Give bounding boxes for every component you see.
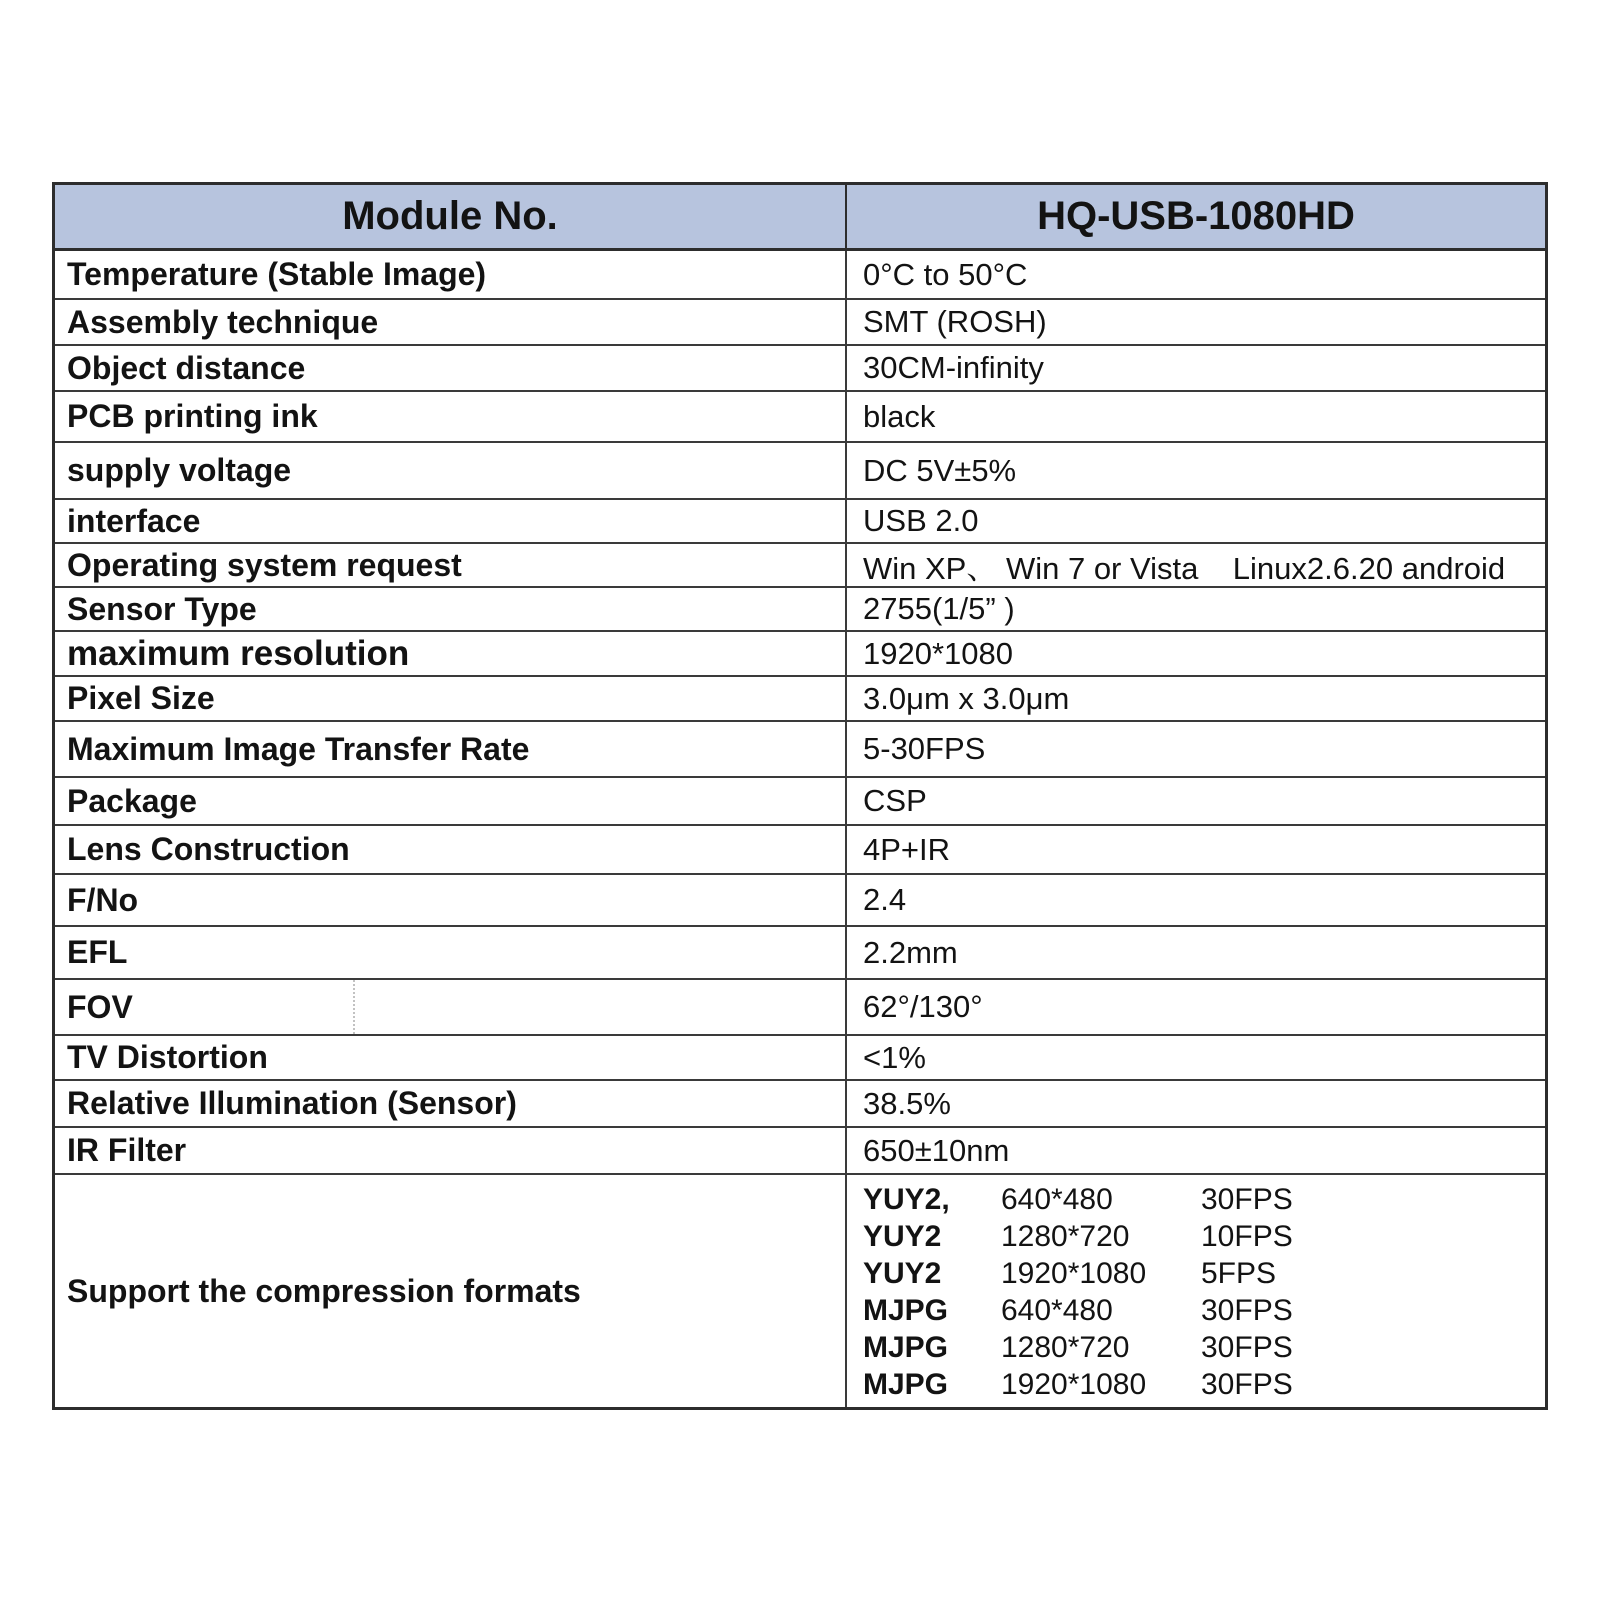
format-fps: 30FPS: [1201, 1368, 1293, 1401]
row-label: PCB printing ink: [55, 392, 847, 441]
row-label: Pixel Size: [55, 677, 847, 720]
row-value: 4P+IR: [863, 831, 951, 867]
row-label: [55, 980, 847, 1034]
row-value: DC 5V±5%: [863, 452, 1017, 488]
row-value: USB 2.0: [863, 503, 979, 538]
format-resolution: 1280*720: [1001, 1331, 1130, 1364]
table-row: [55, 632, 1545, 677]
row-label: Relative Illumination (Sensor): [55, 1081, 847, 1126]
table-row: [55, 300, 1545, 346]
format-resolution: 640*480: [1001, 1294, 1113, 1327]
row-value: 0°C to 50°C: [863, 256, 1028, 292]
format-fps: 30FPS: [1201, 1183, 1293, 1216]
table-row: [55, 875, 1545, 927]
row-value: 1920*1080: [863, 635, 1013, 671]
row-value: SMT (ROSH): [863, 304, 1047, 339]
table-header-row: [55, 185, 1545, 251]
table-row: [55, 1081, 1545, 1128]
table-row: [55, 927, 1545, 980]
row-value: CSP: [863, 783, 927, 818]
table-row: [55, 980, 1545, 1036]
table-row: [55, 443, 1545, 500]
row-value: <1%: [863, 1039, 926, 1075]
table-row: [55, 826, 1545, 875]
table-row: [55, 346, 1545, 392]
row-label: Assembly technique: [55, 300, 847, 344]
row-label: TV Distortion: [55, 1036, 847, 1079]
format-resolution: 640*480: [1001, 1183, 1113, 1216]
table-row: [55, 588, 1545, 632]
table-row: [55, 1128, 1545, 1175]
header-module-no-cell: Module No.: [55, 185, 847, 248]
table-row: [55, 500, 1545, 544]
format-line: [863, 1218, 1545, 1255]
row-label: F/No: [55, 875, 847, 925]
format-codec: MJPG: [863, 1331, 949, 1364]
table-row: [55, 778, 1545, 826]
format-line: [863, 1329, 1545, 1366]
compression-formats-row: [55, 1175, 1545, 1407]
row-label: Support the compression formats: [55, 1175, 847, 1407]
format-resolution: 1920*1080: [1001, 1368, 1147, 1401]
row-value: 5-30FPS: [863, 731, 986, 766]
format-fps: 30FPS: [1201, 1331, 1293, 1364]
row-label-text: FOV: [67, 988, 133, 1025]
row-label: Sensor Type: [55, 588, 847, 630]
format-codec: MJPG: [863, 1294, 949, 1327]
row-label: Lens Construction: [55, 826, 847, 873]
formats-list: [847, 1175, 1545, 1407]
format-fps: 5FPS: [1201, 1257, 1277, 1290]
format-codec: YUY2,: [863, 1183, 950, 1216]
row-label: Operating system request: [55, 544, 847, 586]
row-value: 30CM-infinity: [863, 350, 1044, 385]
row-label: maximum resolution: [55, 632, 847, 675]
row-value: black: [863, 398, 936, 434]
format-fps: 10FPS: [1201, 1220, 1293, 1253]
format-resolution: 1280*720: [1001, 1220, 1130, 1253]
row-value: Win XP、 Win 7 or Vista Linux2.6.20 android: [863, 550, 1506, 586]
format-fps: 30FPS: [1201, 1294, 1293, 1327]
format-line: [863, 1366, 1545, 1403]
row-label: Object distance: [55, 346, 847, 390]
row-label: Temperature (Stable Image): [55, 251, 847, 298]
row-value: 2.2mm: [863, 934, 958, 970]
row-value: 3.0μm x 3.0μm: [863, 680, 1070, 716]
row-label: supply voltage: [55, 443, 847, 498]
table-row: [55, 251, 1545, 300]
row-value: 650±10nm: [863, 1132, 1010, 1168]
dotted-divider-line: [353, 980, 355, 1034]
row-value: 62°/130°: [863, 989, 983, 1024]
format-codec: YUY2: [863, 1257, 942, 1290]
row-value: 2.4: [863, 882, 907, 917]
row-label: Package: [55, 778, 847, 824]
table-row: [55, 544, 1545, 588]
format-resolution: 1920*1080: [1001, 1257, 1147, 1290]
table-row: [55, 1036, 1545, 1081]
format-line: [863, 1255, 1545, 1292]
row-value: 2755(1/5” ): [863, 591, 1015, 626]
table-row: [55, 677, 1545, 722]
format-codec: MJPG: [863, 1368, 949, 1401]
row-value: 38.5%: [863, 1085, 951, 1121]
format-codec: YUY2: [863, 1220, 942, 1253]
format-line: [863, 1181, 1545, 1218]
header-model-cell: HQ-USB-1080HD: [1037, 194, 1355, 238]
format-line: [863, 1292, 1545, 1329]
spec-table: [52, 182, 1548, 1410]
row-label: Maximum Image Transfer Rate: [55, 722, 847, 776]
row-label: EFL: [55, 927, 847, 978]
row-label: interface: [55, 500, 847, 542]
table-row: [55, 392, 1545, 443]
table-row: [55, 722, 1545, 778]
row-label: IR Filter: [55, 1128, 847, 1173]
